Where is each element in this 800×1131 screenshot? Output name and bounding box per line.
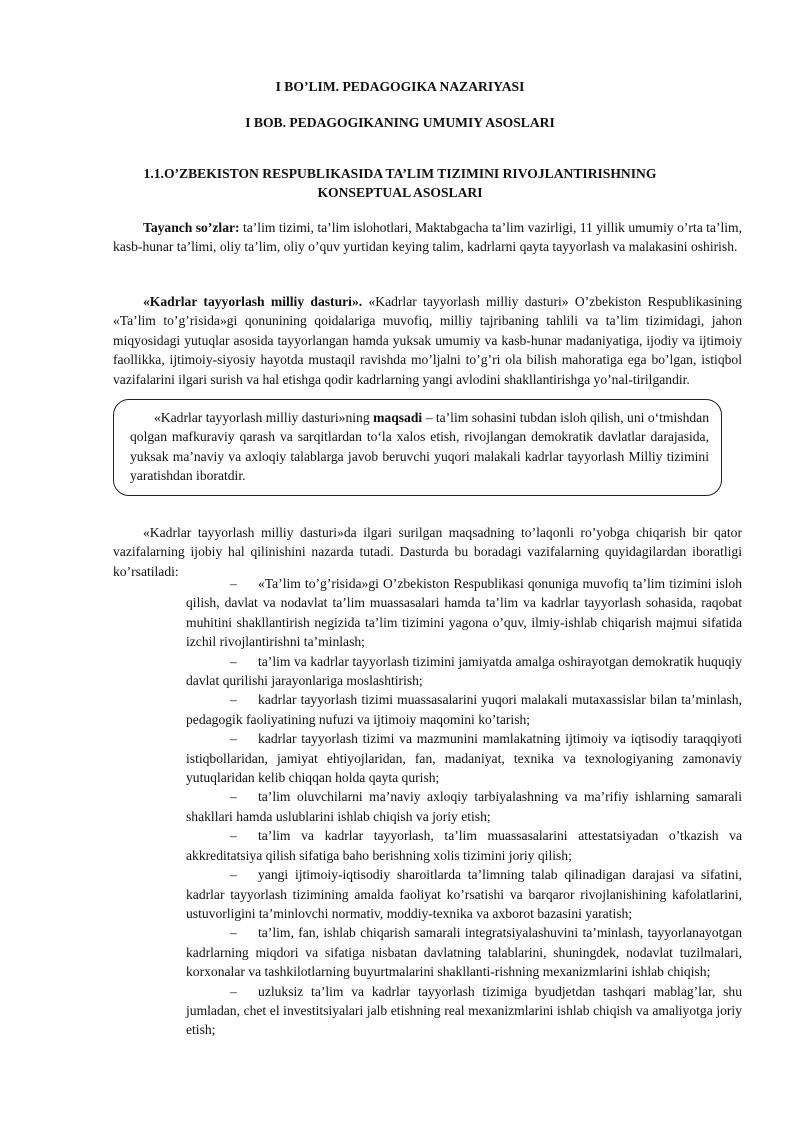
chapter-title: I BOB. PEDAGOGIKANING UMUMIY ASOSLARI xyxy=(245,115,555,130)
list-item: – ta’lim, fan, ishlab chiqarish samarali integratsiyalashuvini ta’minlash, tayyorlanayotgan kadrlarning miqdori va sifatiga nisbatan davlatning talablarini, shuningdek, nodavlat tuzilmalari, korxonalar va tashkilotlarning buyurtmalarini shakllanti-rishning mexanizmlarini ishlab chiqish; xyxy=(186,925,742,980)
section-title-line2: KONSEPTUAL ASOSLARI xyxy=(317,185,483,201)
list-dash: – xyxy=(230,828,237,844)
list-item: – ta’lim oluvchilarni ma’naviy axloqiy tarbiyalashning va ma’rifiy ishlarning samarali shakllari hamda uslublarini ishlab chiqish va joriy etish; xyxy=(186,789,742,824)
intro-label: «Kadrlar tayyorlash milliy dasturi». xyxy=(143,294,363,309)
list-item: – kadrlar tayyorlash tizimi muassasalarini yuqori malakali mutaxassislar bilan ta’minlash, pedagogik faoliyatining nufuzi va ijtimoiy maqomini ko’tarish; xyxy=(186,692,742,727)
goal-paragraph: «Kadrlar tayyorlash milliy dasturi»ning maqsadi – ta’lim sohasini tubdan isloh qilish, uni o‘tmishdan qolgan mafkuraviy qarash va sarqitlardan to‘la xalos etish, rivojlangan demokratik davlatlar darajasida, yuksak ma’naviy va axloqiy talablarga javob beruvchi yuqori malakali kadrlar tayyorlash Milliy tizimini yaratishdan iboratdir. xyxy=(130,410,709,484)
tasks-intro-paragraph: «Kadrlar tayyorlash milliy dasturi»da ilgari surilgan maqsadning to’laqonli ro’yobga chiqarish bir qator vazifalarning ijobiy hal qilinishini nazarda tutadi. Dasturda bu boradagi vazifalarning quyidagilardan iboratligi ko’rsatiladi: xyxy=(113,525,742,579)
list-item: – ta’lim va kadrlar tayyorlash, ta’lim muassasalarini attestatsiyadan o’tkazish va akkreditatsiya qilish sifatiga baho berishning xolis tizimini joriy qilish; xyxy=(186,828,742,863)
list-dash: – xyxy=(230,925,237,941)
keywords-paragraph xyxy=(113,218,742,257)
section-title xyxy=(0,164,800,203)
list-dash: – xyxy=(230,653,237,669)
section-title-line1: 1.1.O’ZBEKISTON RESPUBLIKASIDA TA’LIM TIZIMINI RIVOJLANTIRISHNING xyxy=(143,166,657,181)
part-title: I BO’LIM. PEDAGOGIKA NAZARIYASI xyxy=(275,79,525,94)
list-dash: – xyxy=(230,983,237,999)
goal-keyword: maqsadi xyxy=(373,410,423,425)
intro-text: «Kadrlar tayyorlash milliy dasturi» O’zbekiston Respublikasining «Ta’lim to’g’risida»gi qonunining qoidalariga muvofiq, milliy tajribaning tahlili va ta’lim tizimidagi, jahon miqyosidagi yutuqlar asosida tayyorlangan hamda yuksak umumiy va kasb-hunar madaniyatiga, ijodiy va ijtimoiy faollikka, ijtimoiy-siyosiy hayotda mustaqil ravishda mo’ljalni to’g’ri ola bilish mahoratiga ega bo’lgan, istiqbol vazifalarini ilgari surish va hal etishga qodir kadrlarning yangi avlodini shakllantirishga yo’nal-tirilgandir. xyxy=(113,294,742,387)
list-item: – yangi ijtimoiy-iqtisodiy sharoitlarda ta’limning talab qilinadigan darajasi va sifatini, kadrlar tayyorlash tizimining amalda faoliyat ko’rsatishi va barqaror rivojlanishining kafolatlarini, ustuvorligini ta’minlovchi normativ, moddiy-texnika va axborot bazasini yaratish; xyxy=(186,867,742,921)
list-item: – kadrlar tayyorlash tizimi va mazmunini mamlakatning ijtimoiy va iqtisodiy taraqqiyoti istiqbollaridan, jamiyat ehtiyojlaridan, fan, madaniyat, texnika va texnologiyaning zamonaviy yutuqlaridan kelib chiqqan holda qayta qurish; xyxy=(186,731,742,786)
list-dash: – xyxy=(230,731,237,747)
keywords-label: Tayanch so’zlar: xyxy=(143,220,240,235)
goal-box xyxy=(113,399,722,496)
list-dash: – xyxy=(230,867,237,883)
intro-paragraph xyxy=(113,292,742,389)
keywords-text: ta’lim tizimi, ta’lim islohotlari, Maktabgacha ta’lim vazirligi, 11 yillik umumiy o’rta ta’lim, kasb-hunar ta’limi, oliy ta’lim, oliy o’quv yurtidan keying talim, kadrlarni qayta tayyorlash va malakasini oshirish. xyxy=(113,220,743,255)
tasks-list xyxy=(186,574,742,1040)
list-item: – uzluksiz ta’lim va kadrlar tayyorlash tizimiga byudjetdan tashqari mablag’lar, shu jumladan, chet el investitsiyalari jalb etishning real mexanizmlarini ishlab chiqish va amaliyotga joriy etish; xyxy=(186,983,742,1038)
list-item: – «Ta’lim to’g’risida»gi O’zbekiston Respublikasi qonuniga muvofiq ta’lim tizimini isloh qilish, davlat va nodavlat ta’lim muassasalari hamda ta’lim va kadrlar tayyorlash sohasida, raqobat muhitini shakllantirish negizida ta’lim tizimini yagona o’quv, ilmiy-ishlab chiqarish majmui sifatida izchil rivojlantirishni ta’minlash; xyxy=(186,576,742,650)
list-dash: – xyxy=(230,789,237,805)
list-dash: – xyxy=(230,576,237,591)
list-item: – ta’lim va kadrlar tayyorlash tizimini jamiyatda amalga oshirayotgan demokratik huquqiy davlat qurilishi jarayonlariga moslashtirish; xyxy=(186,653,742,689)
list-dash: – xyxy=(230,692,237,708)
